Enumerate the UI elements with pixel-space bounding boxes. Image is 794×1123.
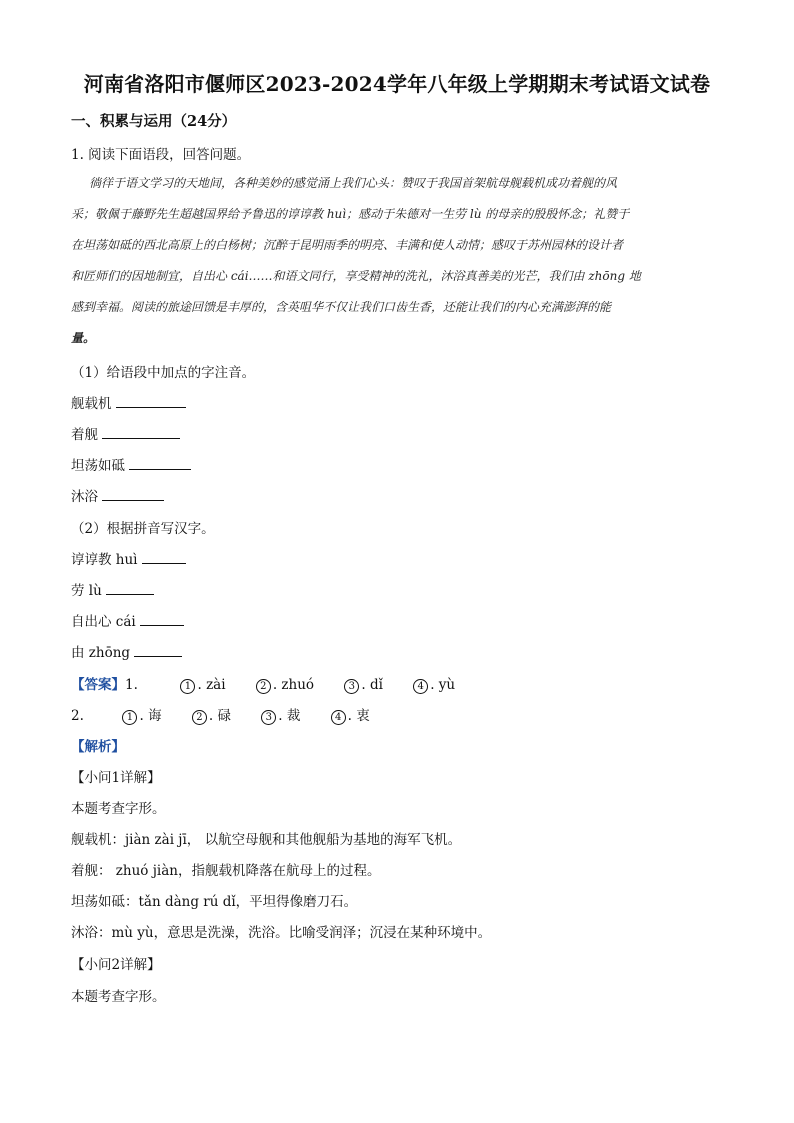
answer-label: 【答案】 [71, 677, 125, 693]
passage-line: 在坦荡如砥的西北高原上的白杨树；沉醉于昆明雨季的明亮、丰满和使人动情；感叹于苏州园林的设计者 [71, 238, 624, 252]
answer-option: 2 . 碌 [192, 704, 231, 725]
analysis-text: 本题考查字形。 [71, 801, 166, 817]
answer-blank [116, 393, 186, 408]
answer-option: 4 . yù [413, 677, 455, 694]
answer-blank [106, 580, 154, 595]
fill-item [71, 610, 184, 630]
page-title: 河南省洛阳市偃师区2023-2024学年八年级上学期期末考试语文试卷 [83, 72, 711, 96]
fill-item [71, 423, 180, 443]
answer-option: 2 . zhuó [256, 677, 314, 694]
passage-line: 徜徉于语文学习的天地间，各种美妙的感觉涌上我们心头：赞叹于我国首架航母舰载机成功着舰的风 [89, 176, 618, 190]
fill-item [71, 485, 164, 505]
answer-blank [102, 424, 180, 439]
answer-option: 4 . 衷 [331, 704, 370, 725]
section-heading: 一、积累与运用（24分） [71, 113, 237, 130]
analysis-sub1-title: 【小问1详解】 [71, 770, 161, 786]
fill-item [71, 641, 182, 661]
answer-option: 3 . dǐ [344, 677, 383, 694]
analysis-text: 着舰： zhuó jiàn，指舰载机降落在航母上的过程。 [71, 863, 381, 879]
answer-option: 1 . 诲 [122, 704, 161, 725]
fill-item-label: 谆谆教 huì [71, 552, 138, 568]
answer-blank [134, 642, 182, 657]
analysis-text: 舰载机：jiàn zài jī， 以航空母舰和其他舰船为基地的海军飞机。 [71, 832, 462, 848]
answer-blank [140, 611, 184, 626]
subquestion-2-label: （2）根据拼音写汉字。 [71, 521, 215, 537]
fill-item-label: 自出心 cái [71, 614, 136, 630]
passage-line: 感到幸福。阅读的旅途回馈是丰厚的，含英咀华不仅让我们口齿生香，还能让我们的内心充满澎湃的能 [71, 300, 612, 314]
analysis-label: 【解析】 [71, 739, 125, 755]
answer-blank [102, 486, 164, 501]
answer-row-2 [71, 704, 396, 725]
fill-item-label: 着舰 [71, 427, 98, 443]
passage-line: 量。 [71, 331, 96, 345]
passage-line: 采；敬佩于藤野先生超越国界给予鲁迅的谆谆教 huì；感动于朱德对一生劳 lù 的母亲的殷殷怀念；礼赞于 [71, 207, 630, 221]
fill-item-label: 由 zhōng [71, 645, 131, 661]
subquestion-1-label: （1）给语段中加点的字注音。 [71, 365, 256, 381]
analysis-text: 坦荡如砥：tǎn dàng rú dǐ，平坦得像磨刀石。 [71, 894, 358, 910]
answer-option: 3 . 裁 [261, 704, 300, 725]
fill-item-label: 劳 lù [71, 583, 102, 599]
answer-number: 1. [125, 677, 138, 693]
fill-item [71, 454, 191, 474]
answer-row-1 [71, 673, 481, 694]
fill-item [71, 548, 186, 568]
fill-item-label: 舰载机 [71, 396, 112, 412]
fill-item [71, 392, 186, 412]
answer-blank [129, 455, 191, 470]
question-stem: 1. 阅读下面语段，回答问题。 [71, 147, 251, 163]
analysis-text: 本题考查字形。 [71, 989, 166, 1005]
fill-item-label: 沐浴 [71, 489, 98, 505]
answer-blank [142, 549, 186, 564]
answer-number: 2. [71, 708, 84, 724]
analysis-sub2-title: 【小问2详解】 [71, 957, 161, 973]
fill-item [71, 579, 154, 599]
passage-line: 和匠师们的因地制宜，自出心 cái……和语文同行，享受精神的洗礼，沐浴真善美的光芒，我们由 zhōng 地 [71, 269, 641, 283]
answer-option: 1 . zài [180, 677, 225, 694]
analysis-text: 沐浴：mù yù，意思是洗澡，洗浴。比喻受润泽；沉浸在某种环境中。 [71, 925, 492, 941]
fill-item-label: 坦荡如砥 [71, 458, 125, 474]
